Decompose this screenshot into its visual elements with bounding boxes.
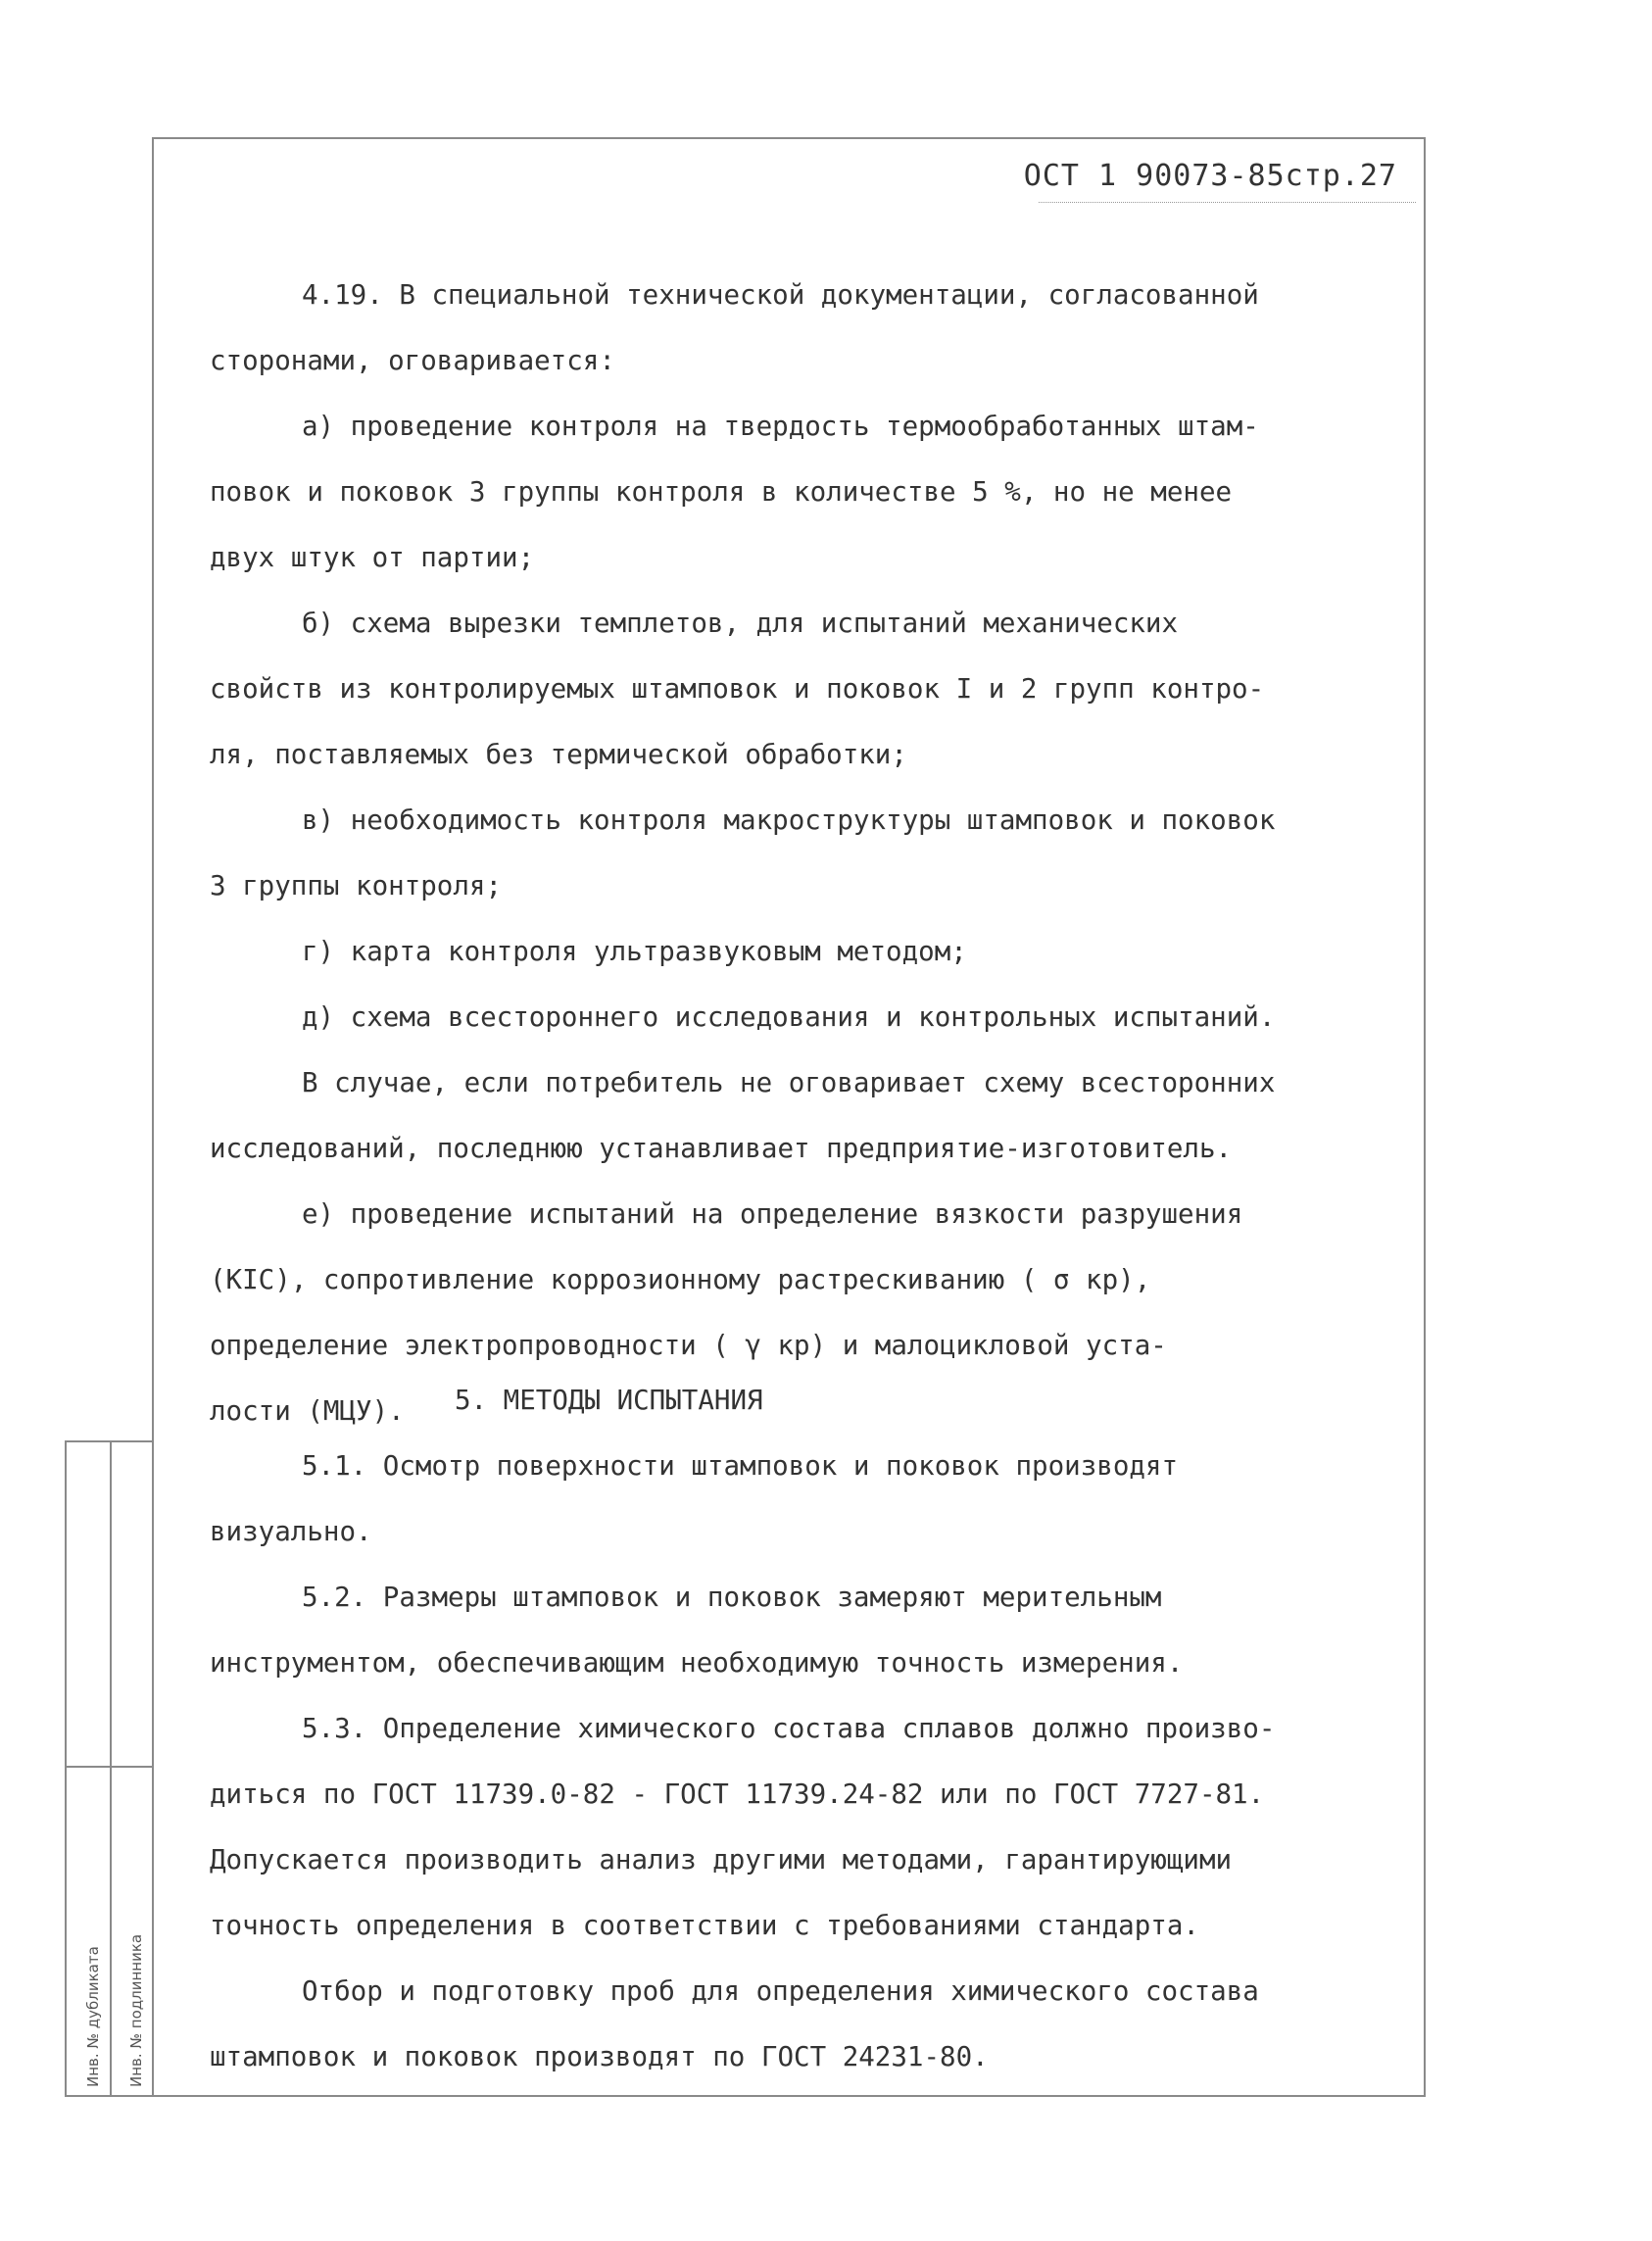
text-line: е) проведение испытаний на определение вязкости разрушения: [302, 1198, 1243, 1230]
side-label-duplicate: Инв. № дубликата: [84, 1946, 102, 2087]
text-line: д) схема всестороннего исследования и контрольных испытаний.: [302, 1001, 1276, 1033]
section-title: 5. МЕТОДЫ ИСПЫТАНИЯ: [455, 1385, 763, 1416]
document-code: ОСТ 1 90073-85стр.27: [1023, 159, 1397, 193]
text-line: 3 группы контроля;: [210, 870, 503, 901]
text-line: б) схема вырезки темплетов, для испытаний механических: [302, 608, 1179, 639]
text-line: 5.1. Осмотр поверхности штамповок и поковок производят: [302, 1450, 1179, 1482]
text-line: свойств из контролируемых штамповок и поковок I и 2 групп контро-: [210, 673, 1265, 705]
text-line: визуально.: [210, 1516, 372, 1547]
text-line: ля, поставляемых без термической обработки;: [210, 739, 907, 770]
text-line: а) проведение контроля на твердость термообработанных штам-: [302, 411, 1259, 442]
text-line: штамповок и поковок производят по ГОСТ 24231-80.: [210, 2041, 989, 2072]
text-line: г) карта контроля ультразвуковым методом;: [302, 936, 967, 967]
side-stamp-divider-vertical: [110, 1442, 112, 2095]
text-line: диться по ГОСТ 11739.0-82 - ГОСТ 11739.24-82 или по ГОСТ 7727-81.: [210, 1778, 1265, 1810]
text-line: (KIC), сопротивление коррозионному растрескиванию ( σ кр),: [210, 1264, 1151, 1295]
text-line: исследований, последнюю устанавливает предприятие-изготовитель.: [210, 1133, 1233, 1164]
text-line: 5.3. Определение химического состава сплавов должно произво-: [302, 1713, 1276, 1744]
text-line: двух штук от партии;: [210, 542, 535, 573]
text-line: лости (МЦУ).: [210, 1395, 405, 1427]
text-line: инструментом, обеспечивающим необходимую точность измерения.: [210, 1647, 1184, 1679]
section-4-19: [210, 263, 1395, 1444]
header-underline: [1039, 202, 1416, 203]
text-line: Отбор и подготовку проб для определения химического состава: [302, 1975, 1259, 2007]
side-label-original: Инв. № подлинника: [127, 1933, 145, 2087]
text-line: в) необходимость контроля макроструктуры штамповок и поковок: [302, 804, 1276, 836]
text-line: В случае, если потребитель не оговаривает схему всесторонних: [302, 1067, 1276, 1098]
text-line: 5.2. Размеры штамповок и поковок замеряют мерительным: [302, 1582, 1162, 1613]
side-stamp-divider-horizontal: [67, 1766, 153, 1768]
text-line: определение электропроводности ( γ кр) и малоцикловой уста-: [210, 1330, 1167, 1361]
text-line: точность определения в соответствии с требованиями стандарта.: [210, 1910, 1199, 1941]
text-line: 4.19. В специальной технической документации, согласованной: [302, 279, 1259, 311]
text-line: сторонами, оговаривается:: [210, 345, 615, 376]
text-line: Допускается производить анализ другими методами, гарантирующими: [210, 1844, 1233, 1876]
text-line: повок и поковок 3 группы контроля в количестве 5 %, но не менее: [210, 476, 1233, 508]
section-5: [210, 1368, 1395, 2090]
